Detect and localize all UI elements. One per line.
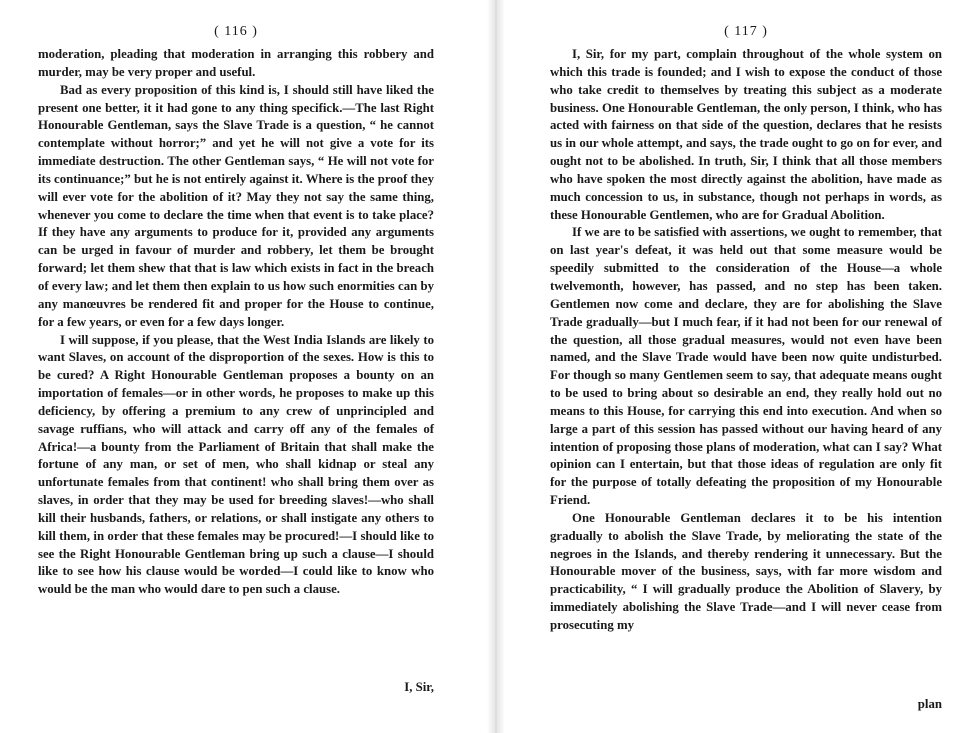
catchword: plan: [917, 697, 942, 711]
paragraph: I will suppose, if you please, that the West India Islands are likely to want Slaves, on account of the disproportion of the sexes. How is this to be cured? A Right Honourable Gentleman proposes a bounty on an importation of females—or in other words, he proposes to make up this deficiency, by offering a premium to any crew of unprincipled and savage ruffians, who will attack and carry off any of the females of Africa!—a bounty from the Parliament of Britain that shall make the fortune of any man, or set of men, who shall kidnap or steal any unfortunate females from that continent! who shall bring them over as slaves, in order that they may be used for breeding slaves!—who shall kill their husbands, fathers, or relations, or shall instigate any others to kill them, in order that these females may be procured!—I should like to see the Right Honourable Gentleman bring up such a clause—I should like to see how his clause would be worded—I could like to know who would be the man who would dare to pen such a clause.: [38, 332, 434, 597]
paragraph: moderation, pleading that moderation in arranging this robbery and murder, may be very proper and useful.: [38, 47, 434, 79]
page-number: ( 116 ): [214, 24, 258, 39]
left-page: [38, 0, 434, 733]
paragraph: If we are to be satisfied with assertions, we ought to remember, that on last year's defeat, it was held out that some measure would be speedily submitted to the consideration of the House—a whole twelvemonth, however, has passed, and no step has been taken. Gentlemen now come and declare, they are for abolishing the Slave Trade gradually—but I much fear, if it had not been for our renewal of the question, all those gradual measures, would not even have been named, and the Slave Trade would have been now quite undisturbed. For though so many Gentlemen seem to say, that adequate means ought to be used to bring about so desirable an end, they really hold out no means to this House, for carrying this end into execution. And when so large a part of this session has passed without our having heard of any intention of proposing those plans of moderation, what can I say? What opinion can I entertain, but that those ideas of regulation are only fit for the purpose of totally defeating the proposition of my Honourable Friend.: [550, 225, 942, 508]
book-gutter: [487, 0, 505, 733]
page-text: [38, 46, 434, 599]
paragraph: One Honourable Gentleman declares it to be his intention gradually to abolish the Slave Trade, by meliorating the state of the negroes in the Islands, and thereby rendering it unnecessary. But the Honourable mover of the business, says, with far more wisdom and practicability, “ I will gradually produce the Abolition of Slavery, by immediately abolishing the Slave Trade—and I will never cease from prosecuting my: [550, 510, 942, 632]
page-number: ( 117 ): [724, 24, 768, 39]
right-page: [550, 0, 942, 733]
catchword: I, Sir,: [404, 680, 434, 694]
paragraph: I, Sir, for my part, complain throughout of the whole system on which this trade is founded; and I wish to expose the conduct of those who take credit to themselves by treating this subject as a moderate business. One Honourable Gentleman, the only person, I think, who has acted with fairness on that side of the question, declares that he resists us in our whole attempt, and says, the trade ought to go on for ever, and ought not to be abolished. In truth, Sir, I think that all those members who have spoken the most directly against the abolition, have made as much concession to us, in substance, though not perhaps in words, as these Honourable Gentlemen, who are for Gradual Abolition.: [550, 47, 942, 222]
paragraph: Bad as every proposition of this kind is, I should still have liked the present one better, it it had gone to any thing specifick.—The last Right Honourable Gentleman, says the Slave Trade is a question, “ he cannot contemplate without horror;” and yet he will not give a vote for its immediate destruction. The other Gentleman says, “ He will not vote for its continuance;” but he is not entirely against it. Where is the proof they will ever vote for the abolition of it? May they not say the same thing, whenever you come to declare the time when that event is to take place? If they have any arguments to produce for it, provided any arguments can be urged in favour of murder and robbery, let them be brought forward; let them shew that that is law which exists in fact in the breach of every law; and let them then explain to us how such enormities can by any manœuvres be rendered fit and proper for the House to continue, for a few years, or even for a few days longer.: [38, 82, 434, 329]
page-text: [550, 46, 942, 635]
